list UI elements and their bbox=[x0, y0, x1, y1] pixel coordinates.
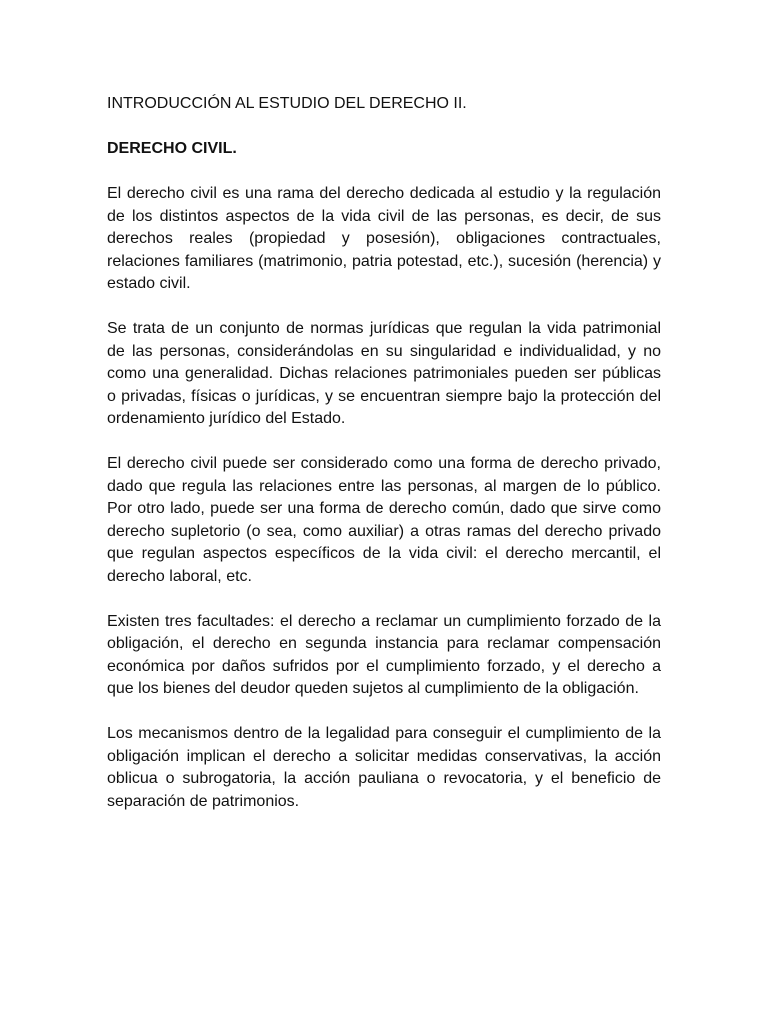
paragraph-3: El derecho civil puede ser considerado como una forma de derecho privado, dado que regula las relaciones entre las personas, al margen de lo público. Por otro lado, puede ser una forma de derecho común, dado que sirve como derecho supletorio (o sea, como auxiliar) a otras ramas del derecho privado que regulan aspectos específicos de la vida civil: el derecho mercantil, el derecho laboral, etc. bbox=[107, 455, 661, 585]
document-title: INTRODUCCIÓN AL ESTUDIO DEL DERECHO II. bbox=[107, 95, 467, 112]
paragraph-5: Los mecanismos dentro de la legalidad para conseguir el cumplimiento de la obligación implican el derecho a solicitar medidas conservativas, la acción oblicua o subrogatoria, la acción pauliana o revocatoria, y el beneficio de separación de patrimonios. bbox=[107, 725, 661, 810]
paragraph-1: El derecho civil es una rama del derecho dedicada al estudio y la regulación de los distintos aspectos de la vida civil de las personas, es decir, de sus derechos reales (propiedad y posesión), obligaciones contractuales, relaciones familiares (matrimonio, patria potestad, etc.), sucesión (herencia) y estado civil. bbox=[107, 185, 661, 292]
paragraph-2: Se trata de un conjunto de normas jurídicas que regulan la vida patrimonial de las personas, considerándolas en su singularidad e individualidad, y no como una generalidad. Dichas relaciones patrimoniales pueden ser públicas o privadas, físicas o jurídicas, y se encuentran siempre bajo la protección del ordenamiento jurídico del Estado. bbox=[107, 320, 661, 427]
section-heading: DERECHO CIVIL. bbox=[107, 140, 237, 157]
document-body bbox=[107, 93, 661, 836]
paragraph-4: Existen tres facultades: el derecho a reclamar un cumplimiento forzado de la obligación, el derecho en segunda instancia para reclamar compensación económica por daños sufridos por el cumplimiento forzado, y el derecho a que los bienes del deudor queden sujetos al cumplimiento de la obligación. bbox=[107, 612, 661, 697]
